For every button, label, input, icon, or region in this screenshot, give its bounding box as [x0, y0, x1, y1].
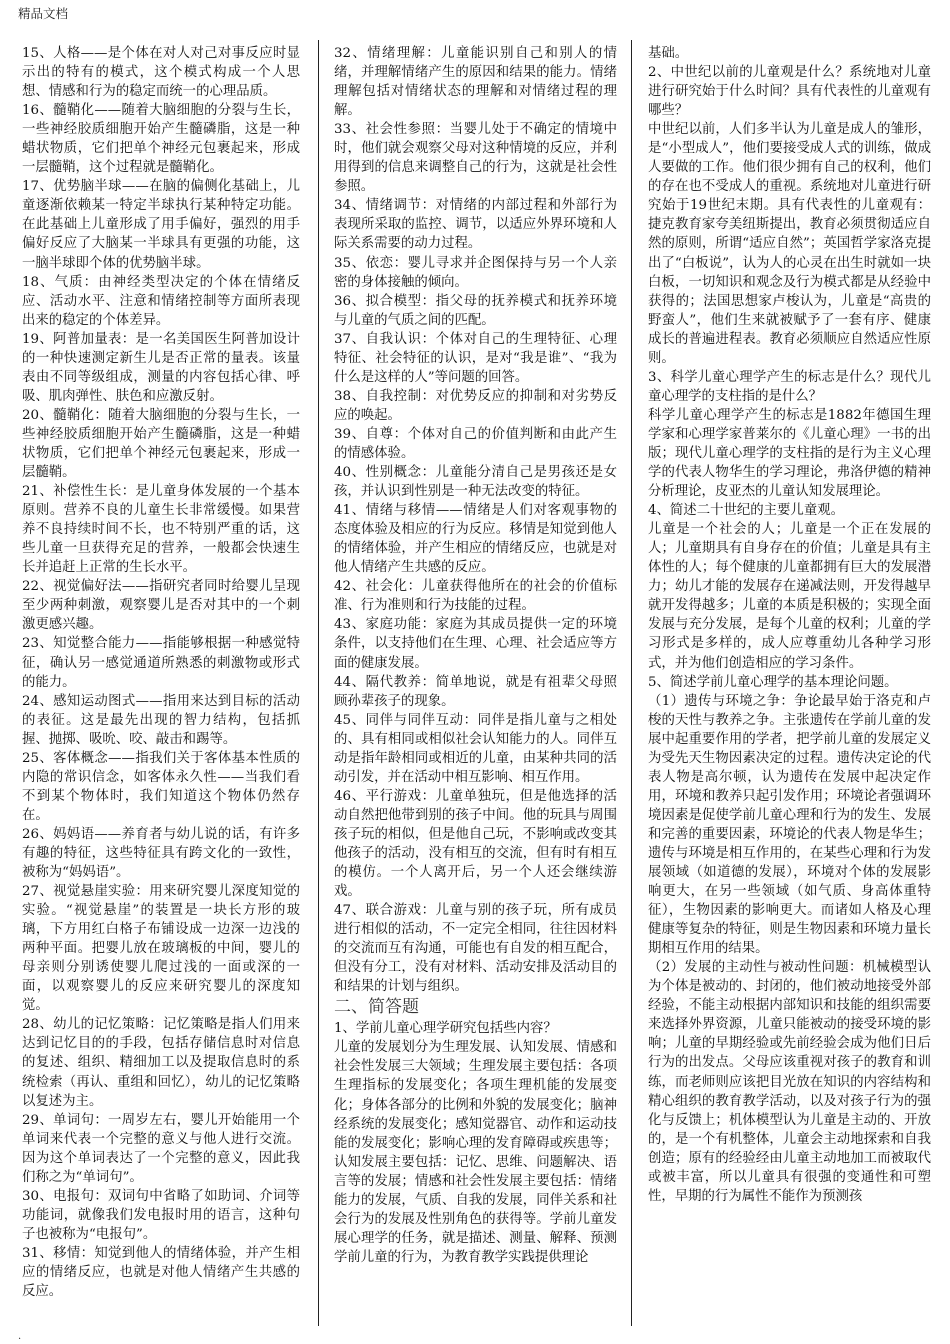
- definition-paragraph: 42、社会化：儿童获得他所在的社会的价值标准、行为准则和行为技能的过程。: [334, 579, 617, 614]
- definition-paragraph: 25、客体概念——指我们关于客体基本性质的内隐的常识信念，如客体永久性——当我们看不到某个物体时，我们知道这个物体仍然存在。: [22, 750, 300, 823]
- answer-paragraph: 儿童的发展划分为生理发展、认知发展、情感和社会性发展三大领域；生理发展主要包括：各项生理指标的发展变化；各项生理机能的发展变化；身体各部分的比例和外貌的发展变化；脑神经系统的发展变化；感知觉器官、动作和运动技能的发展变化；影响心理的发育障碍或疾患等；认知发展主要包括：记忆、思维、问题解决、语言等的发展；情感和社会性发展主要包括：情绪能力的发展，气质、自我的发展，同伴关系和社会行为的发展及性别角色的获得等。学前儿童发展心理学的任务，就是描述、测量、解释、预测学前儿童的行为，为教育教学实践提供理论: [334, 1040, 617, 1265]
- definition-paragraph: 38、自我控制：对优势反应的抑制和对劣势反应的唤起。: [334, 388, 617, 423]
- definition-paragraph: 41、情绪与移情——情绪是人们对客观事物的态度体验及相应的行为反应。移情是知觉到他人的情绪体验，并产生相应的情绪反应，也就是对他人情绪产生共感的反应。: [334, 503, 617, 576]
- question-paragraph: 1、学前儿童心理学研究包括些内容？: [334, 1021, 557, 1037]
- answer-paragraph: 科学儿童心理学产生的标志是1882年德国生理学家和心理学家普莱尔的《儿童心理》一书的出版；现代儿童心理学的支柱指的是行为主义心理学的代表人物华生的学习理论，弗洛伊德的精神分析理论，皮亚杰的儿童认知发展理论。: [648, 407, 931, 500]
- definition-paragraph: 36、拟合模型：指父母的抚养模式和抚养环境与儿童的气质之间的匹配。: [334, 293, 617, 328]
- definition-paragraph: 27、视觉悬崖实验：用来研究婴儿深度知觉的实验。“视觉悬崖”的装置是一块长方形的玻璃，下方用红白格子布铺设成一边深一边浅的两种平面。把婴儿放在玻璃板的中间，婴儿的母亲则分别诱使婴儿爬过浅的一面或深的一面，以观察婴儿的反应来研究婴儿的深度知觉。: [22, 884, 300, 1014]
- definition-paragraph: 20、髓鞘化：随着大脑细胞的分裂与生长，一些神经胶质细胞开始产生髓磷脂，这是一种蜡状物质，它们把单个神经元包裹起来，形成一层髓鞘。: [22, 407, 300, 481]
- definition-paragraph: 37、自我认识：个体对自己的生理特征、心理特征、社会特征的认识，是对“我是谁”、“我为什么是这样的人”等问题的回答。: [334, 331, 617, 385]
- definition-paragraph: 32、情绪理解：儿童能识别自己和别人的情绪，并理解情绪产生的原因和结果的能力。情绪理解包括对情绪状态的理解和对情绪过程的理解。: [334, 46, 617, 119]
- definition-paragraph: 43、家庭功能：家庭为其成员提供一定的环境条件，以支持他们在生理、心理、社会适应等方面的健康发展。: [334, 617, 617, 671]
- answer-paragraph: 中世纪以前，人们多半认为儿童是成人的雏形，是“小型成人”，他们要接受成人式的训练，做成人要做的工作。他们很少拥有自己的权利，他们的存在也不受成人的重视。系统地对儿童进行研究始于19世纪末期。具有代表性的儿童观有：捷克教育家夸美纽斯提出，教育必须贯彻适应自然的原则，所谓“适应自然”；英国哲学家洛克提出了“白板说”，认为人的心灵在出生时就如一块白板，一切知识和观念及行为模式都是从经验中获得的；法国思想家卢梭认为，儿童是“高贵的野蛮人”，他们生来就被赋予了一套有序、健康成长的普遍进程表。教育必须顺应自然适应性原则。: [648, 122, 931, 366]
- definition-paragraph: 40、性别概念：儿童能分清自己是男孩还是女孩，并认识到性别是一种无法改变的特征。: [334, 465, 617, 500]
- definition-paragraph: 16、髓鞘化——随着大脑细胞的分裂与生长，一些神经胶质细胞开始产生髓磷脂，这是一种蜡状物质，它们把单个神经元包裹起来，形成一层髓鞘，这个过程就是髓鞘化。: [22, 103, 300, 176]
- column-middle: [334, 44, 617, 1326]
- definition-paragraph: 47、联合游戏：儿童与别的孩子玩，所有成员进行相似的活动，不一定完全相同，往往因材料的交流而互有沟通，可能也有自发的相互配合，但没有分工，没有对材料、活动安排及活动目的和结果的计划与组织。: [334, 903, 617, 995]
- definition-paragraph: 28、幼儿的记忆策略：记忆策略是指人们用来达到记忆目的的手段，包括存储信息时对信息的复述、组织、精细加工以及提取信息时的系统检索（再认、重组和回忆），幼儿的记忆策略以复述为主。: [22, 1017, 300, 1109]
- column-divider: [631, 40, 632, 1326]
- answer-paragraph: （1）遗传与环境之争：争论最早始于洛克和卢梭的天性与教养之争。主张遗传在学前儿童的发展中起重要作用的学者，把学前儿童的发展定义为受先天生物因素决定的过程。遗传决定论的代表人物是高尔顿，认为遗传在发展中起决定作用，环境和教养只起引发作用；环境论者强调环境因素是促使学前儿童心理和行为的发生、发展和完善的重要因素，环境论的代表人物是华生；遗传与环境是相互作用的，在某些心理和行为发展领域（如道德的发展），环境对个体的发展影响更大，在另一些领域（如气质、身高体重特征），生物因素的影响更大。而诸如人格及心理健康等复杂的特征，则是生物因素和环境力量长期相互作用的结果。: [648, 693, 931, 957]
- question-paragraph: 2、中世纪以前的儿童观是什么？系统地对儿童进行研究始于什么时间？具有代表性的儿童观有哪些？: [648, 65, 931, 119]
- column-left: [22, 44, 300, 1326]
- definition-paragraph: 45、同伴与同伴互动：同伴是指儿童与之相处的、具有相同或相似社会认知能力的人。同伴互动是指年龄相同或相近的儿童，由某种共同的活动引发，并在活动中相互影响、相互作用。: [334, 712, 617, 785]
- page-footer-mark: .: [18, 1331, 22, 1342]
- definition-paragraph: 39、自尊：个体对自己的价值判断和由此产生的情感体验。: [334, 426, 617, 461]
- definition-paragraph: 18、气质：由神经类型决定的个体在情绪反应、活动水平、注意和情绪控制等方面所表现出来的稳定的个体差异。: [22, 274, 300, 328]
- definition-paragraph: 34、情绪调节：对情绪的内部过程和外部行为表现所采取的监控、调节，以适应外界环境和人际关系需要的动力过程。: [334, 198, 617, 252]
- column-divider: [318, 40, 319, 1326]
- question-paragraph: 3、科学儿童心理学产生的标志是什么？现代儿童心理学的支柱指的是什么？: [648, 369, 931, 404]
- definition-paragraph: 29、单词句：一周岁左右，婴儿开始能用一个单词来代表一个完整的意义与他人进行交流。因为这个单词表达了一个完整的意义，因此我们称之为“单词句”。: [22, 1112, 300, 1185]
- question-paragraph: 4、简述二十世纪的主要儿童观。: [648, 503, 844, 519]
- question-paragraph: 5、简述学前儿童心理学的基本理论问题。: [648, 674, 898, 690]
- definition-paragraph: 30、电报句：双词句中省略了如助词、介词等功能词，就像我们发电报时用的语言，这种句子也被称为“电报句”。: [22, 1188, 300, 1242]
- section-heading: 二、简答题: [334, 997, 419, 1018]
- column-right: [648, 44, 931, 1326]
- definition-paragraph: 19、阿普加量表：是一名美国医生阿普加设计的一种快速测定新生儿是否正常的量表。该量表由不同等级组成，测量的内容包括心律、呼吸、肌肉弹性、肤色和应激反射。: [22, 331, 300, 404]
- definition-paragraph: 22、视觉偏好法——指研究者同时给婴儿呈现至少两种刺激，观察婴儿是否对其中的一个刺激更感兴趣。: [22, 579, 300, 633]
- answer-paragraph: 儿童是一个社会的人；儿童是一个正在发展的人；儿童期具有自身存在的价值；儿童是具有主体性的人；每个健康的儿童都拥有巨大的发展潜力；幼儿才能的发展存在递减法则，开发得越早就开发得越多；儿童的本质是积极的；实现全面发展与充分发展，是每个儿童的权利；儿童的学习形式是多样的，成人应尊重幼儿各种学习形式，并为他们创造相应的学习条件。: [648, 522, 931, 671]
- definition-paragraph: 21、补偿性生长：是儿童身体发展的一个基本原则。营养不良的儿童生长非常缓慢。如果营养不良持续时间不长，也不特别严重的话，这些儿童一旦获得充足的营养，一般都会快速生长并追赶上正常的生长水平。: [22, 484, 300, 576]
- definition-paragraph: 17、优势脑半球——在脑的偏侧化基础上，儿童逐渐依赖某一特定半球执行某种特定功能。在此基础上儿童形成了用手偏好，强烈的用手偏好反应了大脑某一半球具有更强的功能，这一脑半球即个体的优势脑半球。: [22, 179, 300, 271]
- answer-paragraph: （2）发展的主动性与被动性问题：机械模型认为个体是被动的、封闭的，他们被动地接受外部经验，不能主动根据内部知识和技能的组织需要来选择外界资源，儿童只能被动的接受环境的影响；儿童的早期经验或先前经验会成为他们日后行为的出发点。父母应该重视对孩子的教育和训练，而老师则应该把目光放在知识的内容结构和精心组织的教育教学活动，以及对孩子行为的强化与反馈上；机体模型认为儿童是主动的、开放的，是一个有机整体，儿童会主动地探索和自我创造；原有的经验经由儿童主动地加工而被取代或被丰富，所以儿童具有很强的变通性和可塑性，早期的行为属性不能作为预测孩: [648, 960, 931, 1204]
- definition-paragraph: 33、社会性参照：当婴儿处于不确定的情境中时，他们就会观察父母对这种情境的反应，并利用得到的信息来调整自己的行为，这就是社会性参照。: [334, 122, 617, 195]
- definition-paragraph: 35、依恋：婴儿寻求并企图保持与另一个人亲密的身体接触的倾向。: [334, 255, 617, 290]
- definition-paragraph: 26、妈妈语——养育者与幼儿说的话，有许多有趣的特征，这些特征具有跨文化的一致性，被称为“妈妈语”。: [22, 826, 300, 881]
- definition-paragraph: 15、人格——是个体在对人对己对事反应时显示出的特有的模式，这个模式构成一个人思想、情感和行为的稳定而统一的心理品质。: [22, 46, 300, 100]
- definition-paragraph: 31、移情：知觉到他人的情绪体验，并产生相应的情绪反应，也就是对他人情绪产生共感的反应。: [22, 1245, 300, 1300]
- definition-paragraph: 44、隔代教养：简单地说，就是有祖辈父母照顾孙辈孩子的现象。: [334, 674, 617, 709]
- definition-paragraph: 46、平行游戏：儿童单独玩，但是他选择的活动自然把他带到别的孩子中间。他的玩具与周围孩子玩的相似，但是他自己玩，不影响或改变其他孩子的活动，没有相互的交流，但有时有相互的模仿。一个人离开后，另一个人还会继续游戏。: [334, 788, 617, 900]
- answer-paragraph: 基础。: [648, 46, 689, 61]
- page-header: 精品文档: [18, 6, 69, 21]
- definition-paragraph: 23、知觉整合能力——指能够根据一种感觉特征，确认另一感觉通道所熟悉的刺激物或形式的能力。: [22, 636, 300, 690]
- definition-paragraph: 24、感知运动图式——指用来达到目标的活动的表征。这是最先出现的智力结构，包括抓握、抛掷、吸吮、咬、敲击和踢等。: [22, 693, 300, 747]
